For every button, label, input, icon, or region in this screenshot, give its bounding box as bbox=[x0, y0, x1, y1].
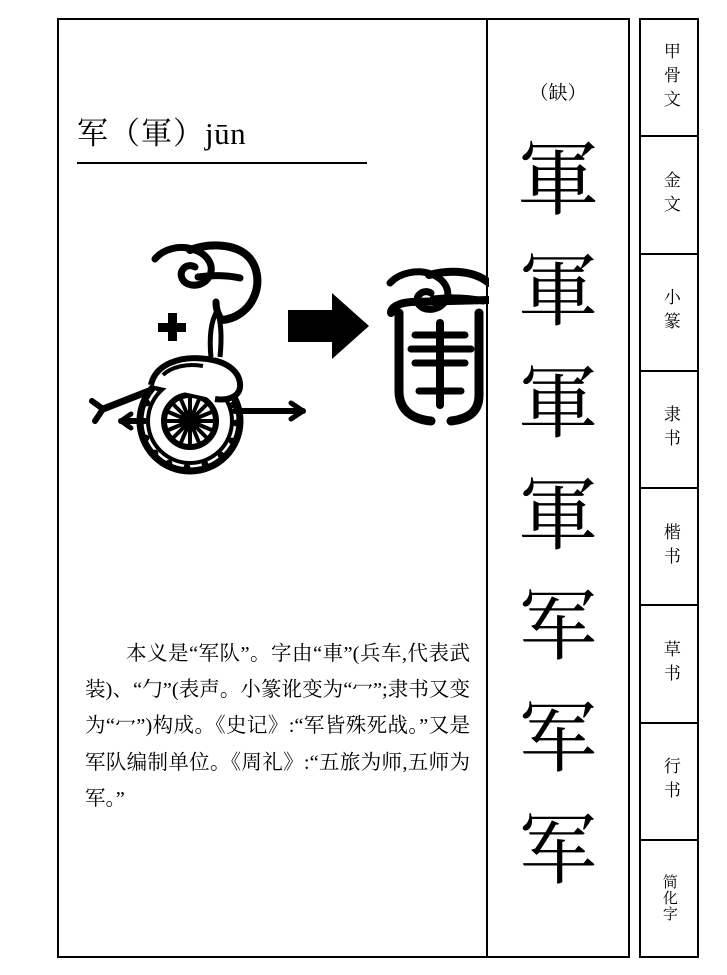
headword-simplified: 军 bbox=[77, 116, 109, 151]
label-cell-kaishu bbox=[641, 489, 697, 606]
headword-traditional: （軍） bbox=[109, 116, 205, 151]
script-form-lishu: 軍 bbox=[518, 357, 598, 450]
label-jianhuazi: 简化字 bbox=[660, 874, 679, 923]
pictograph-derivation bbox=[59, 195, 489, 525]
label-cell-lishu bbox=[641, 372, 697, 489]
script-form-xingshu: 军 bbox=[518, 694, 597, 784]
label-cell-xingshu bbox=[641, 724, 697, 841]
script-form-xiaozhuan: 軍 bbox=[518, 245, 598, 338]
label-cell-jinwen bbox=[641, 137, 697, 254]
script-form-kaishu: 軍 bbox=[518, 469, 598, 562]
label-xiaozhuan: 小篆 bbox=[659, 288, 680, 337]
missing-form-note: （缺） bbox=[529, 83, 587, 104]
label-kaishu: 楷书 bbox=[659, 522, 680, 571]
label-cell-jianhuazi bbox=[641, 841, 697, 956]
plus-sign-icon bbox=[158, 313, 186, 341]
label-jiaguwen: 甲骨文 bbox=[659, 41, 680, 114]
jun-oracle-form bbox=[390, 272, 489, 421]
chariot-pictograph bbox=[92, 311, 303, 471]
arrow-right-icon bbox=[288, 293, 369, 359]
script-forms-column bbox=[488, 133, 629, 950]
derivation-diagram bbox=[59, 195, 489, 525]
wrap-radical-pictograph bbox=[155, 245, 257, 320]
label-lishu: 隶书 bbox=[659, 405, 680, 454]
script-form-jianhuazi: 军 bbox=[518, 806, 597, 896]
entry-explanation: 本义是“军队”。字由“車”(兵车,代表武装)、“勹”(表声。小篆讹变为“冖”;隶书又变为“冖”)构成。《史记》:“军皆殊死战。”又是军队编制单位。《周礼》:“五旅为师,五师为军。” bbox=[85, 642, 470, 811]
headword-pinyin: jūn bbox=[205, 116, 247, 151]
script-form-jinwen: 軍 bbox=[516, 133, 599, 228]
entry-card bbox=[57, 18, 630, 958]
label-xingshu: 行书 bbox=[659, 757, 680, 806]
label-cell-jiaguwen bbox=[641, 20, 697, 137]
script-label-strip bbox=[639, 18, 699, 958]
label-cell-xiaozhuan bbox=[641, 255, 697, 372]
script-form-caoshu: 军 bbox=[518, 582, 597, 672]
label-caoshu: 草书 bbox=[659, 639, 680, 688]
label-jinwen: 金文 bbox=[659, 170, 680, 219]
page-title bbox=[77, 108, 367, 164]
label-cell-caoshu bbox=[641, 606, 697, 723]
entry-left-panel bbox=[59, 20, 488, 956]
script-forms-panel bbox=[488, 20, 629, 956]
